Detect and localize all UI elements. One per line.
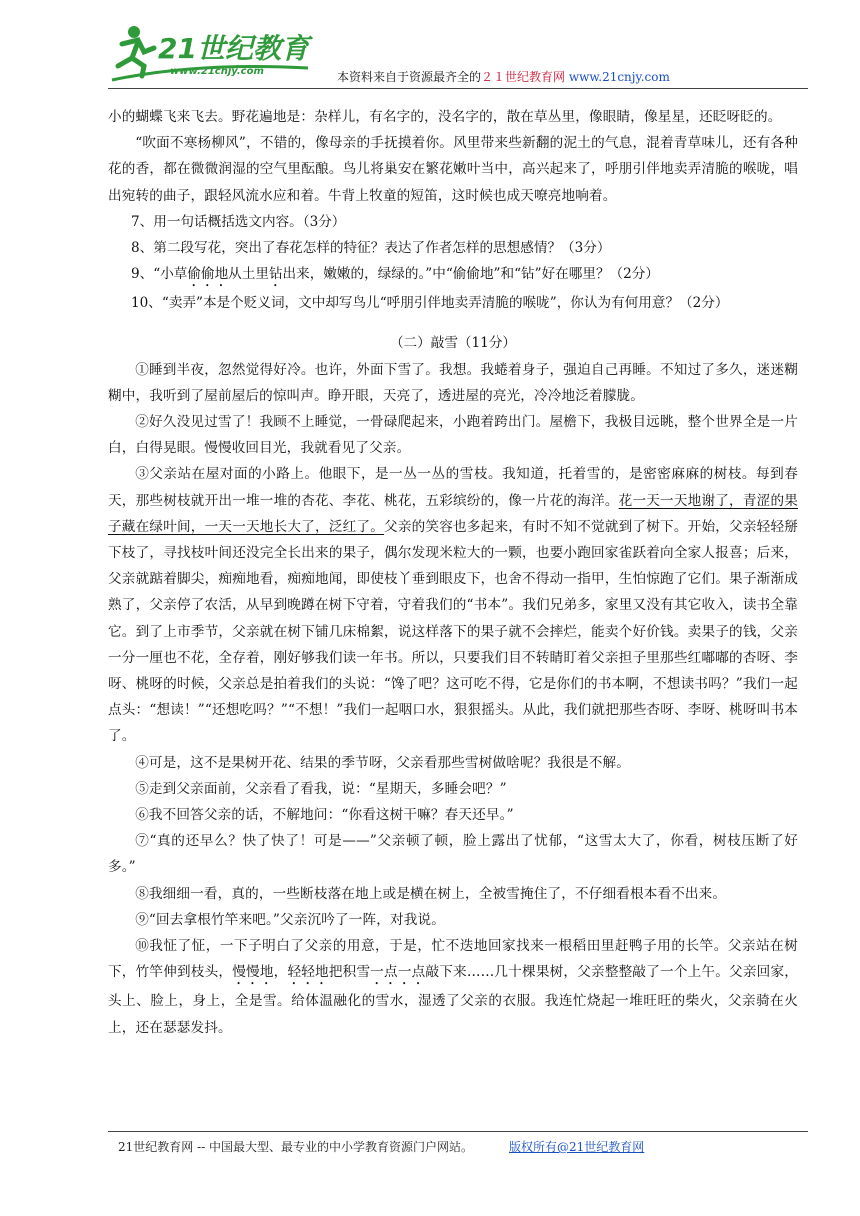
paragraph: ③父亲站在屋对面的小路上。他眼下，是一丛一丛的雪枝。我知道，托着雪的，是密密麻麻的树枝。每到春天，那些树枝就开出一堆一堆的杏花、李花、桃花，五彩缤纷的，像一片花的海洋。花一天一天地谢了，青涩的果子藏在绿叶间，一天一天地长大了，泛红了。父亲的笑容也多起来，有时不知不觉就到了树下。开始，父亲轻轻掰下枝了，寻找枝叶间还没完全长出来的果子，偶尔发现米粒大的一颗，也要小跑回家雀跃着向全家人报喜；后来，父亲就踮着脚尖，痴痴地看，痴痴地闻，即使枝丫垂到眼皮下，也舍不得动一指甲，生怕惊跑了它们。果子渐渐成熟了，父亲停了农活，从早到晚蹲在树下守着，守着我们的“书本”。我们兄弟多，家里又没有其它收入，读书全靠它。到了上市季节，父亲就在树下铺几床棉絮，说这样落下的果子就不会摔烂，能卖个好价钱。卖果子的钱，父亲一分一厘也不花，全存着，刚好够我们读一年书。所以，只要我们目不转睛盯着父亲担子里那些红嘟嘟的杏呀、李呀、桃呀的时候，父亲总是拍着我们的头说：“馋了吧？这可吃不得，它是你们的书本啊，不想读书吗？”我们一起点头：“想读！”“还想吃吗？”“不想！”我们一起咽口水，狠狠摇头。从此，我们就把那些杏呀、李呀、桃呀叫书本了。	[108, 466, 799, 745]
header-source-note: 本资料来自于资源最齐全的２１世纪教育网 www.21cnjy.com	[337, 70, 670, 84]
footer-copyright-link[interactable]: 版权所有@21世纪教育网	[509, 1140, 645, 1154]
paragraph: 小的蝴蝶飞来飞去。野花遍地是：杂样儿，有名字的，没名字的，散在草丛里，像眼睛，像星星，还眨呀眨的。	[108, 109, 782, 125]
header-divider	[108, 88, 808, 89]
site-logo	[108, 22, 313, 84]
footer-divider	[108, 1131, 808, 1132]
document-body	[108, 104, 798, 1041]
question-9: 9、“小草偷偷地从土里钻出来，嫩嫩的，绿绿的。”中“偷偷地”和“钻”好在哪里？（2分）	[131, 266, 659, 283]
svg-text:21世纪教育: 21世纪教育	[158, 32, 309, 65]
section-title: （二）敲雪（11分）	[389, 335, 517, 352]
paragraph: ④可是，这不是果树开花、结果的季节呀，父亲看那些雪树做啥呢？我很是不解。	[135, 754, 630, 771]
header-site-name[interactable]: ２１世纪教育网	[481, 70, 566, 84]
page-footer	[118, 1138, 644, 1155]
paragraph: ⑨“回去拿根竹竿来吧。”父亲沉吟了一阵，对我说。	[135, 911, 445, 928]
paragraph: ①睡到半夜，忽然觉得好冷。也许，外面下雪了。我想。我蜷着身子，强迫自己再睡。不知过了多久，迷迷糊糊中，我听到了屋前屋后的惊叫声。睁开眼，天亮了，透进屋的亮光，冷冷地泛着朦胧。	[108, 361, 798, 404]
question-8: 8、第二段写花，突出了春花怎样的特征？表达了作者怎样的思想感情？（3分）	[131, 240, 611, 257]
paragraph: ⑧我细细一看，真的，一些断枝落在地上或是横在树上，全被雪掩住了，不仔细看根本看不出来。	[135, 885, 727, 902]
emphasized-word: 慢慢地	[232, 964, 274, 981]
paragraph: “吹面不寒杨柳风”，不错的，像母亲的手抚摸着你。风里带来些新翻的泥土的气息，混着青草味儿，还有各种花的香，都在微微润湿的空气里酝酿。鸟儿将巢安在繁花嫩叶当中，高兴起来了，呼朋引伴地卖弄清脆的喉咙，唱出宛转的曲子，跟轻风流水应和着。牛背上牧童的短笛，这时候也成天嘹亮地响着。	[108, 135, 798, 204]
footer-text: 21世纪教育网 -- 中国最大型、最专业的中小学教育资源门户网站。	[118, 1140, 474, 1154]
svg-text:www.21cnjy.com: www.21cnjy.com	[170, 66, 264, 77]
emphasized-word: 偷偷地	[187, 266, 229, 283]
emphasized-word: 轻轻地	[287, 964, 329, 981]
emphasized-word: 钻	[268, 266, 283, 283]
header-site-url[interactable]: www.21cnjy.com	[568, 70, 670, 84]
paragraph: ②好久没见过雪了！我顾不上睡觉，一骨碌爬起来，小跑着跨出门。屋檐下，我极目远眺，整个世界全是一片白，白得晃眼。慢慢收回目光，我就看见了父亲。	[108, 414, 798, 457]
paragraph: ⑩我怔了怔，一下子明白了父亲的用意，于是，忙不迭地回家找来一根稻田里赶鸭子用的长竿。父亲站在树下，竹竿伸到枝头，慢慢地，轻轻地把积雪一点一点敲下来……几十棵果树，父亲整整敲了一个上午。父亲回家，头上、脸上，身上，全是雪。给体温融化的雪水，湿透了父亲的衣服。我连忙烧起一堆旺旺的柴火，父亲骑在火上，还在瑟瑟发抖。	[108, 938, 798, 1036]
question-10: 10、“卖弄”本是个贬义词，文中却写鸟儿“呼朋引伴地卖弄清脆的喉咙”，你认为有何用意？（2分）	[131, 295, 729, 312]
paragraph: ⑤走到父亲面前，父亲看了看我，说：“星期天，多睡会吧？”	[135, 780, 507, 797]
emphasized-word: 一点一点	[370, 964, 426, 981]
question-7: 7、用一句话概括选文内容。（3分）	[131, 213, 346, 230]
paragraph: ⑦“真的还早么？快了快了！可是——”父亲顿了顿，脸上露出了忧郁，“这雪太大了，你看，树枝压断了好多。”	[108, 833, 798, 876]
page-header	[0, 0, 860, 100]
underlined-sentence: 花一天一天地谢了，青涩的果子藏在绿叶间，一天一天地长大了，泛红了。	[108, 492, 798, 535]
paragraph: ⑥我不回答父亲的话，不解地问：“你看这树干嘛？春天还早。”	[135, 807, 514, 824]
